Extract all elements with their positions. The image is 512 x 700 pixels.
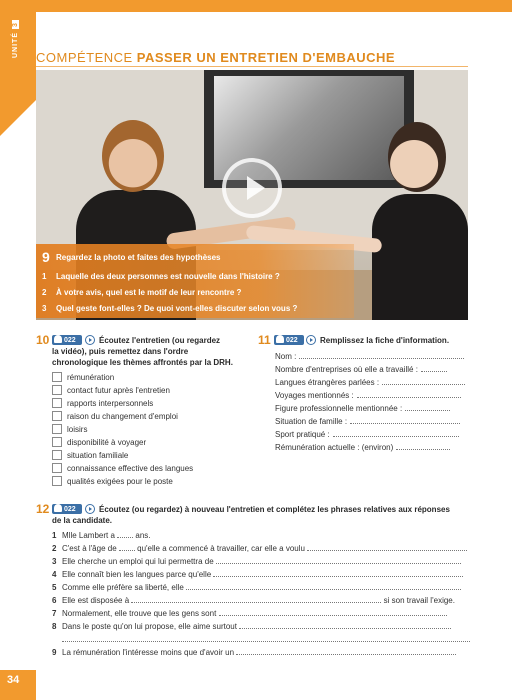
video-play-icon[interactable] [85, 504, 95, 514]
form-field[interactable]: Figure professionnelle mentionnée : [275, 404, 470, 416]
checkbox[interactable] [52, 437, 62, 447]
form-field[interactable]: Rémunération actuelle : (environ) [275, 443, 470, 455]
unit-word: UNITÉ [12, 32, 19, 58]
form-field[interactable]: Sport pratiqué : [275, 430, 470, 442]
sentence-item: 5 Comme elle préfère sa liberté, elle [52, 583, 470, 595]
page-title [36, 50, 395, 65]
exercise-12-instruction: de la candidate. [52, 516, 113, 525]
sentence-item: 1 Mlle Lambert a ans. [52, 531, 151, 540]
exercise-11-instruction: Remplissez la fiche d'information. [320, 336, 450, 345]
form-field[interactable]: Nombre d'entreprises où elle a travaillé : [275, 365, 470, 377]
sentence-item: 6 Elle est disposée à si son travail l'exige. [52, 596, 455, 605]
checkbox[interactable] [52, 372, 62, 382]
exercise-12-instruction: Écoutez (ou regardez) à nouveau l'entretien et complétez les phrases relatives aux réponses [99, 505, 450, 514]
answer-line[interactable] [119, 544, 135, 551]
play-button[interactable] [222, 158, 282, 218]
exercise-9-number: 9 [42, 249, 50, 265]
audio-track-badge[interactable]: 022 [52, 504, 82, 514]
exercise-9-title: Regardez la photo et faites des hypothèses [56, 253, 221, 262]
form-field[interactable]: Langues étrangères parlées : [275, 378, 470, 390]
answer-line[interactable] [421, 365, 447, 372]
answer-line[interactable] [216, 557, 461, 564]
exercise-9-question: 3 Quel geste font-elles ? De quoi vont-elles discuter selon vous ? [42, 304, 298, 313]
answer-line[interactable] [219, 609, 447, 616]
unit-number: 3 [12, 22, 19, 27]
checkbox[interactable] [52, 424, 62, 434]
sentence-continuation [52, 635, 470, 647]
form-field[interactable]: Voyages mentionnés : [275, 391, 470, 403]
answer-line[interactable] [299, 352, 464, 359]
video-overlay-box [36, 244, 354, 318]
checkbox[interactable] [52, 411, 62, 421]
answer-line[interactable] [396, 443, 450, 450]
video-person-right [366, 122, 466, 320]
sentence-item: 3 Elle cherche un emploi qui lui permettra de [52, 557, 470, 569]
answer-line[interactable] [117, 531, 133, 538]
answer-line[interactable] [333, 430, 459, 437]
answer-line[interactable] [357, 391, 461, 398]
checkbox[interactable] [52, 398, 62, 408]
exercise-10-number: 10 [36, 333, 50, 347]
exercise-10-instruction: Écoutez l'entretien (ou regardez [99, 336, 221, 345]
headphones-icon [54, 335, 62, 343]
sentence-item: 4 Elle connaît bien les langues parce qu'elle [52, 570, 470, 582]
video-play-icon[interactable] [85, 335, 95, 345]
competence-word: COMPÉTENCE [36, 50, 133, 65]
exercise-11-number: 11 [258, 333, 271, 347]
answer-line[interactable] [382, 378, 465, 385]
answer-line[interactable] [186, 583, 461, 590]
exercise-9-question: 1 Laquelle des deux personnes est nouvelle dans l'histoire ? [42, 272, 280, 281]
exercise-9-question: 2 À votre avis, quel est le motif de leur rencontre ? [42, 288, 242, 297]
exercise-12-number: 12 [36, 502, 50, 516]
form-field[interactable]: Situation de famille : [275, 417, 470, 429]
top-accent-bar [36, 0, 512, 12]
sentence-item: 8 Dans le poste qu'on lui propose, elle aime surtout [52, 622, 470, 634]
competence-title: PASSER UN ENTRETIEN D'EMBAUCHE [136, 50, 396, 65]
video-play-icon[interactable] [306, 335, 316, 345]
play-icon [247, 176, 265, 200]
checkbox[interactable] [52, 450, 62, 460]
checkbox[interactable] [52, 463, 62, 473]
answer-line[interactable] [213, 570, 463, 577]
answer-line[interactable] [307, 544, 467, 551]
headphones-icon [54, 504, 62, 512]
audio-track-badge[interactable]: 022 [52, 335, 82, 345]
answer-line[interactable] [236, 648, 456, 655]
sentence-item: 2 C'est à l'âge de qu'elle a commencé à travailler, car elle a voulu [52, 544, 470, 556]
exercise-10-instruction: la vidéo), puis remettez dans l'ordre [52, 347, 189, 356]
headphones-icon [276, 335, 284, 343]
form-field[interactable]: Nom : [275, 352, 470, 364]
sentence-item: 9 La rémunération l'intéresse moins que d'avoir un [52, 648, 470, 660]
sentence-item: 7 Normalement, elle trouve que les gens sont [52, 609, 470, 621]
answer-line[interactable] [62, 635, 470, 642]
unit-tab-corner [0, 100, 36, 136]
answer-line[interactable] [405, 404, 450, 411]
checkbox[interactable] [52, 385, 62, 395]
page-number: 34 [0, 670, 36, 700]
exercise-10-instruction: chronologique les thèmes affrontés par la DRH. [52, 358, 233, 367]
title-divider [36, 66, 468, 67]
answer-line[interactable] [239, 622, 451, 629]
answer-line[interactable] [131, 596, 381, 603]
audio-track-badge[interactable]: 022 [274, 335, 304, 345]
unit-label [12, 20, 19, 58]
checkbox[interactable] [52, 476, 62, 486]
answer-line[interactable] [350, 417, 460, 424]
